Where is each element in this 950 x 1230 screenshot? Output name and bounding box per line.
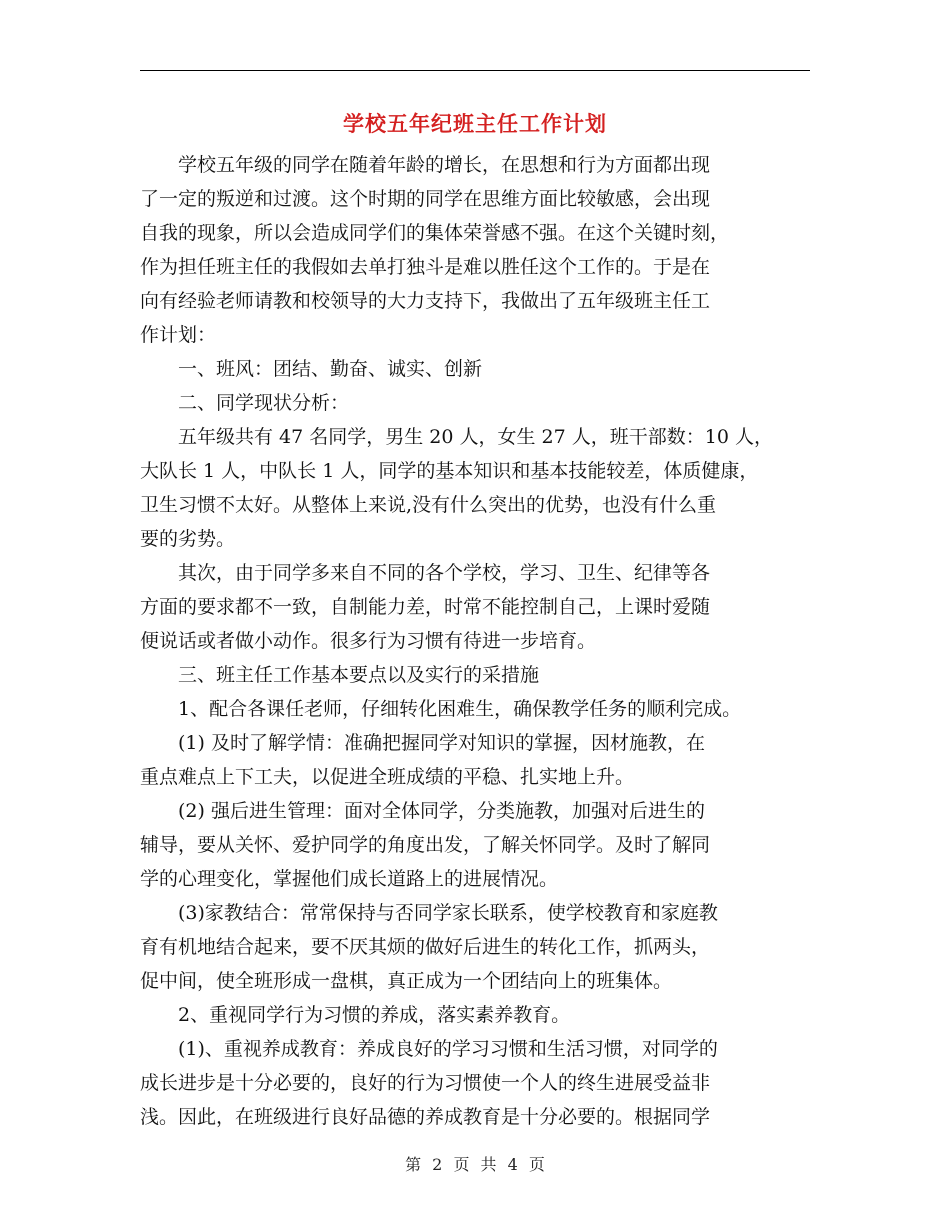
paragraph-habits — [140, 1032, 810, 1134]
document-body — [140, 148, 810, 1134]
text-line: 要的劣势。 — [140, 528, 236, 550]
text-line: (3)家教结合：常常保持与否同学家长联系，使学校教育和家庭教 — [140, 902, 718, 924]
text-line: (2) 强后进生管理：面对全体同学，分类施教，加强对后进生的 — [140, 800, 705, 822]
text-line: 成长进步是十分必要的，良好的行为习惯使一个人的终生进展受益非 — [140, 1072, 711, 1094]
header-rule — [140, 70, 810, 71]
paragraph-secondly — [140, 556, 810, 658]
paragraph-item-3 — [140, 896, 810, 998]
text-line: 一、班风：团结、勤奋、诚实、创新 — [140, 358, 483, 380]
section-heading — [140, 658, 810, 692]
text-line: 作计划： — [140, 324, 217, 346]
text-line: 方面的要求都不一致，自制能力差，时常不能控制自己，上课时爱随 — [140, 596, 711, 618]
text-line: 学校五年级的同学在随着年龄的增长，在思想和行为方面都出现 — [140, 154, 711, 176]
text-line: 卫生习惯不太好。从整体上来说,没有什么突出的优势，也没有什么重 — [140, 494, 717, 516]
text-line: (1) 及时了解学情：准确把握同学对知识的掌握，因材施教，在 — [140, 732, 705, 754]
text-line: 三、班主任工作基本要点以及实行的采措施 — [140, 664, 540, 686]
text-line: 五年级共有 47 名同学，男生 20 人，女生 27 人，班干部数：10 人， — [140, 426, 773, 448]
text-line: 浅。因此，在班级进行良好品德的养成教育是十分必要的。根据同学 — [140, 1106, 711, 1128]
text-line: (1)、重视养成教育：养成良好的学习习惯和生活习惯，对同学的 — [140, 1038, 718, 1060]
paragraph-intro — [140, 148, 810, 352]
page-number: 第 2 页 共 4 页 — [405, 1155, 545, 1174]
text-line: 辅导，要从关怀、爱护同学的角度出发，了解关怀同学。及时了解同 — [140, 834, 711, 856]
text-line: 向有经验老师请教和校领导的大力支持下，我做出了五年级班主任工 — [140, 290, 711, 312]
text-line: 作为担任班主任的我假如去单打独斗是难以胜任这个工作的。于是在 — [140, 256, 711, 278]
section-heading — [140, 352, 810, 386]
paragraph-item-1 — [140, 726, 810, 794]
text-line: 便说话或者做小动作。很多行为习惯有待进一步培育。 — [140, 630, 597, 652]
paragraph-analysis — [140, 420, 810, 556]
section-heading — [140, 386, 810, 420]
subsection-heading — [140, 692, 810, 726]
text-line: 大队长 1 人，中队长 1 人，同学的基本知识和基本技能较差，体质健康， — [140, 460, 759, 482]
text-line: 二、同学现状分析： — [140, 392, 350, 414]
text-line: 自我的现象，所以会造成同学们的集体荣誉感不强。在这个关键时刻， — [140, 222, 730, 244]
text-line: 重点难点上下工夫，以促进全班成绩的平稳、扎实地上升。 — [140, 766, 635, 788]
paragraph-item-2 — [140, 794, 810, 896]
text-line: 其次，由于同学多来自不同的各个学校，学习、卫生、纪律等各 — [140, 562, 711, 584]
subsection-heading — [140, 998, 810, 1032]
text-line: 学的心理变化，掌握他们成长道路上的进展情况。 — [140, 868, 559, 890]
text-line: 了一定的叛逆和过渡。这个时期的同学在思维方面比较敏感，会出现 — [140, 188, 711, 210]
text-line: 2、重视同学行为习惯的养成，落实素养教育。 — [140, 1004, 571, 1026]
text-line: 育有机地结合起来，要不厌其烦的做好后进生的转化工作，抓两头， — [140, 936, 711, 958]
document-title: 学校五年纪班主任工作计划 — [343, 112, 607, 136]
text-line: 促中间，使全班形成一盘棋，真正成为一个团结向上的班集体。 — [140, 970, 673, 992]
text-line: 1、配合各课任老师，仔细转化困难生，确保教学任务的顺利完成。 — [140, 698, 742, 720]
